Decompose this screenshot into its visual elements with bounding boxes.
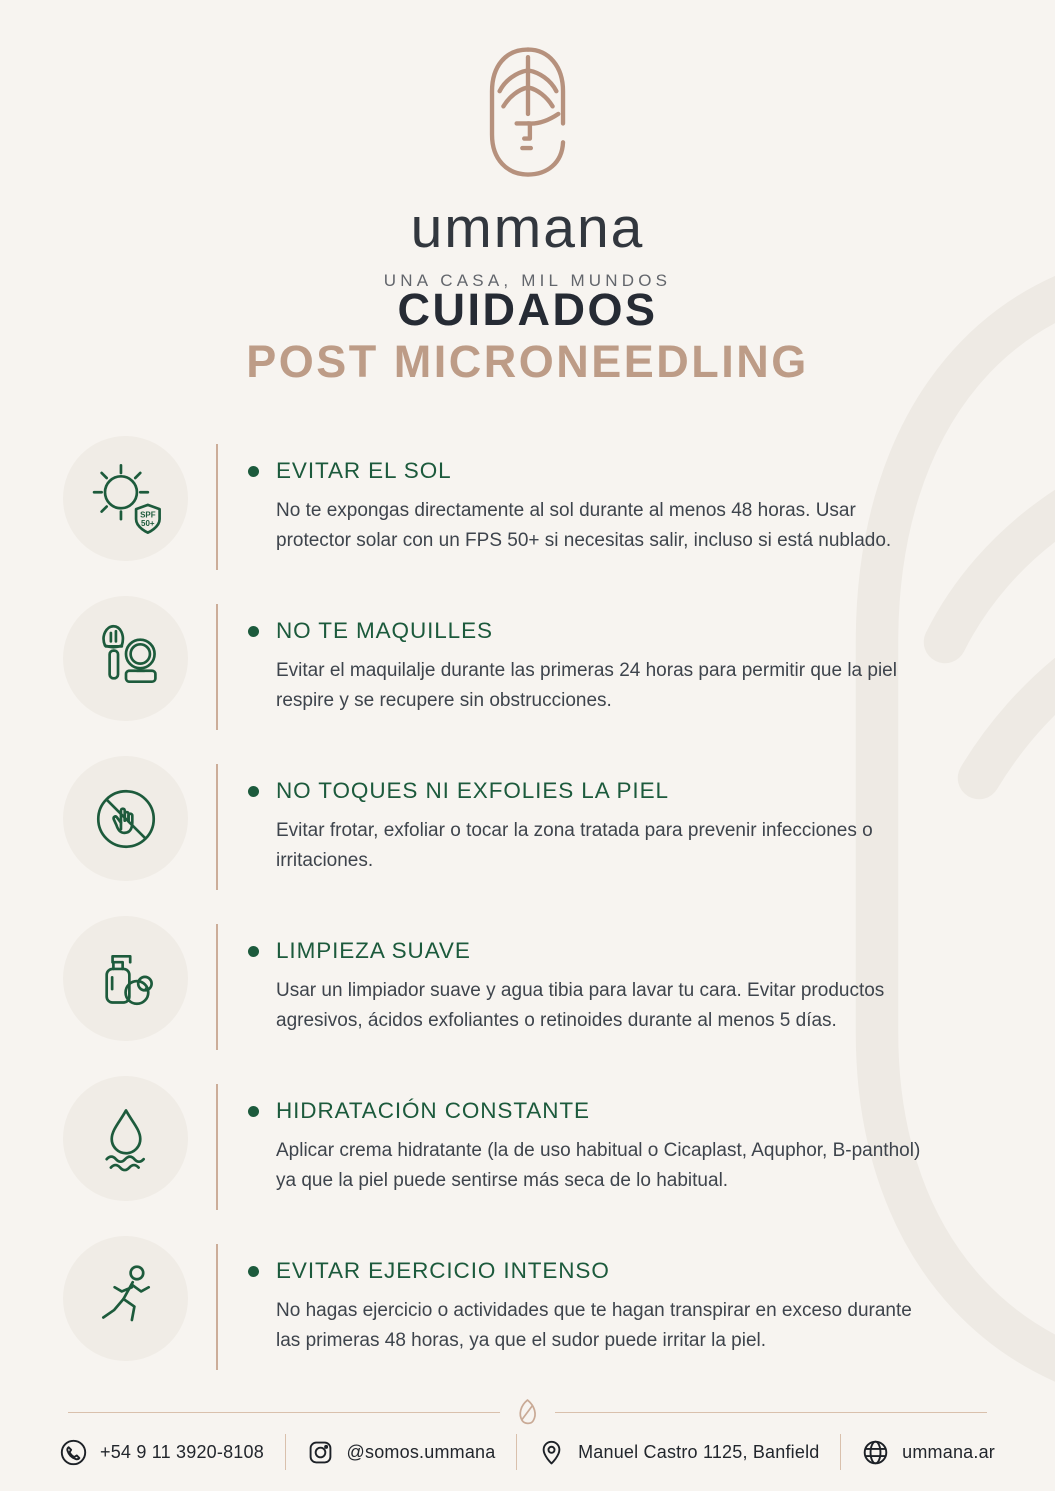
contact-website[interactable] xyxy=(862,1439,995,1466)
sun-spf-icon xyxy=(84,457,168,541)
section-body: Evitar frotar, exfoliar o tocar la zona tratada para prevenir infecciones o irritaciones. xyxy=(276,820,873,872)
location-pin-icon xyxy=(538,1439,565,1466)
phone-icon xyxy=(60,1439,87,1466)
hydration-icon xyxy=(84,1097,168,1181)
cleanser-icon xyxy=(84,937,168,1021)
svg-text:50+: 50+ xyxy=(140,518,155,528)
makeup-icon xyxy=(84,617,168,701)
section-evitar-el-sol xyxy=(63,436,924,596)
divider-line-right xyxy=(555,1412,987,1413)
svg-text:SPF: SPF xyxy=(139,509,156,519)
section-divider-line xyxy=(216,924,218,1050)
divider-line-left xyxy=(68,1412,500,1413)
icon-badge xyxy=(63,916,188,1041)
address-text: Manuel Castro 1125, Banfield xyxy=(578,1441,820,1462)
section-limpieza-suave xyxy=(63,916,924,1076)
brand-leaf-logo-icon xyxy=(469,42,587,184)
icon-badge xyxy=(63,756,188,881)
section-divider-line xyxy=(216,444,218,570)
section-divider-line xyxy=(216,1244,218,1370)
contact-phone[interactable] xyxy=(60,1439,264,1466)
icon-badge xyxy=(63,1076,188,1201)
bullet-dot xyxy=(248,466,259,477)
section-divider-line xyxy=(216,604,218,730)
instagram-handle: @somos.ummana xyxy=(346,1441,496,1462)
bullet-dot xyxy=(248,1266,259,1277)
bullet-dot xyxy=(248,786,259,797)
section-evitar-ejercicio xyxy=(63,1236,924,1396)
brand-wordmark: ummana xyxy=(410,196,645,260)
section-body: No hagas ejercicio o actividades que te hagan transpirar en exceso durante las primeras 48 horas, ya que el sudor puede irritar la piel. xyxy=(276,1300,912,1352)
phone-number: +54 9 11 3920-8108 xyxy=(100,1441,264,1462)
footer-separator xyxy=(840,1434,841,1470)
icon-badge xyxy=(63,436,188,561)
bullet-dot xyxy=(248,946,259,957)
section-heading: NO TOQUES NI EXFOLIES LA PIEL xyxy=(276,778,669,803)
care-instructions-list xyxy=(63,436,924,1396)
website-url: ummana.ar xyxy=(902,1441,995,1462)
brand-tagline: UNA CASA, MIL MUNDOS xyxy=(383,271,672,290)
footer-contacts xyxy=(60,1432,995,1472)
footer-divider xyxy=(0,1398,1055,1427)
section-divider-line xyxy=(216,764,218,890)
icon-badge xyxy=(63,596,188,721)
section-heading: EVITAR EJERCICIO INTENSO xyxy=(276,1258,610,1283)
section-hidratacion xyxy=(63,1076,924,1236)
section-heading: HIDRATACIÓN CONSTANTE xyxy=(276,1098,590,1123)
section-heading: EVITAR EL SOL xyxy=(276,458,452,483)
section-body: Usar un limpiador suave y agua tibia para lavar tu cara. Evitar productos agresivos, ácidos exfoliantes o retinoides durante al menos 5 días. xyxy=(276,980,885,1032)
bullet-dot xyxy=(248,626,259,637)
footer-separator xyxy=(516,1434,517,1470)
section-body: No te expongas directamente al sol durante al menos 48 horas. Usar protector solar con un FPS 50+ si necesitas salir, incluso si está nublado. xyxy=(276,500,892,552)
globe-icon xyxy=(862,1439,889,1466)
section-body: Evitar el maquilalje durante las primeras 24 horas para permitir que la piel respire y se recupere sin obstrucciones. xyxy=(276,660,897,712)
contact-instagram[interactable] xyxy=(307,1439,496,1466)
section-no-te-maquilles xyxy=(63,596,924,756)
footer-separator xyxy=(285,1434,286,1470)
title-line-1: CUIDADOS xyxy=(397,284,658,335)
icon-badge xyxy=(63,1236,188,1361)
header xyxy=(0,42,1055,291)
section-body: Aplicar crema hidratante (la de uso habitual o Cicaplast, Aquphor, B-panthol) ya que la piel puede sentirse más seca de lo habitual. xyxy=(276,1140,921,1192)
section-heading: LIMPIEZA SUAVE xyxy=(276,938,471,963)
section-divider-line xyxy=(216,1084,218,1210)
leaf-divider-icon xyxy=(516,1398,539,1427)
page-title xyxy=(0,284,1055,388)
runner-icon xyxy=(84,1257,168,1341)
section-no-toques xyxy=(63,756,924,916)
title-line-2: POST MICRONEEDLING xyxy=(246,336,809,388)
section-heading: NO TE MAQUILLES xyxy=(276,618,493,643)
instagram-icon xyxy=(307,1439,334,1466)
no-touch-icon xyxy=(84,777,168,861)
bullet-dot xyxy=(248,1106,259,1117)
contact-address[interactable] xyxy=(538,1439,819,1466)
